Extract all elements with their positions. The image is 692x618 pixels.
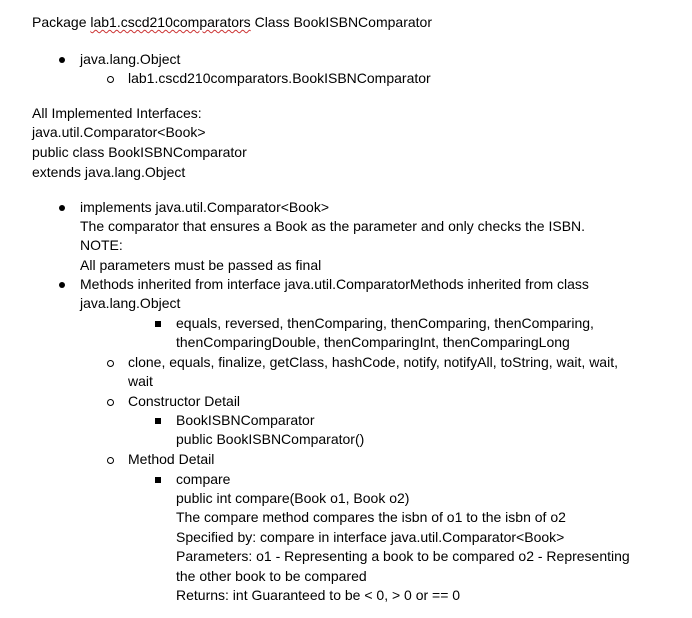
hierarchy-child: lab1.cscd210comparators.BookISBNComparator [128,70,431,86]
extends-declaration: extends java.lang.Object [32,164,186,180]
constructor-name: BookISBNComparator [176,412,315,428]
method-returns: Returns: int Guaranteed to be < 0, > 0 or == 0 [176,587,461,603]
implements-line: implements java.util.Comparator<Book> [80,199,330,215]
comparator-methods-list-cont: thenComparingDouble, thenComparingInt, thenComparingLong [176,334,570,350]
hierarchy-root: java.lang.Object [80,51,181,67]
bullet-circle [104,392,116,411]
method-specified-by: Specified by: compare in interface java.util.Comparator<Book> [176,529,565,545]
note-text: All parameters must be passed as final [80,257,322,273]
note-label: NOTE: [80,237,123,253]
method-signature: public int compare(Book o1, Book o2) [176,490,410,506]
method-parameters-cont: the other book to be compared [176,568,367,584]
object-methods-list-cont: wait [128,373,153,389]
class-description: The comparator that ensures a Book as the parameter and only checks the ISBN. [80,218,586,234]
constructor-signature: public BookISBNComparator() [176,431,365,447]
bullet-circle [104,69,116,88]
method-detail-heading: Method Detail [128,451,215,467]
bullet-square [152,411,164,430]
title-prefix: Package [32,14,91,30]
class-declaration: public class BookISBNComparator [32,144,247,160]
page-title [32,13,432,32]
constructor-detail-heading: Constructor Detail [128,393,241,409]
method-parameters: Parameters: o1 - Representing a book to be compared o2 - Representing [176,548,630,564]
bullet-square [152,470,164,489]
comparator-methods-list: equals, reversed, thenComparing, thenComparing, thenComparing, [176,315,594,331]
method-name: compare [176,471,231,487]
bullet-square [152,314,164,333]
bullet-circle [104,353,116,372]
title-suffix: Class BookISBNComparator [250,14,432,30]
package-name-link[interactable]: lab1.cscd210comparators [90,14,251,30]
implemented-interfaces-label: All Implemented Interfaces: [32,105,202,121]
object-methods-list: clone, equals, finalize, getClass, hashCode, notify, notifyAll, toString, wait, wait, [128,354,618,370]
bullet-disc [56,275,68,294]
method-description: The compare method compares the isbn of o1 to the isbn of o2 [176,509,566,525]
bullet-circle [104,450,116,469]
bullet-disc [56,198,68,217]
bullet-disc [56,50,68,69]
methods-inherited-class: java.lang.Object [80,295,181,311]
implemented-interface-name: java.util.Comparator<Book> [32,124,206,140]
methods-inherited-heading: Methods inherited from interface java.util.ComparatorMethods inherited from class [80,276,589,292]
